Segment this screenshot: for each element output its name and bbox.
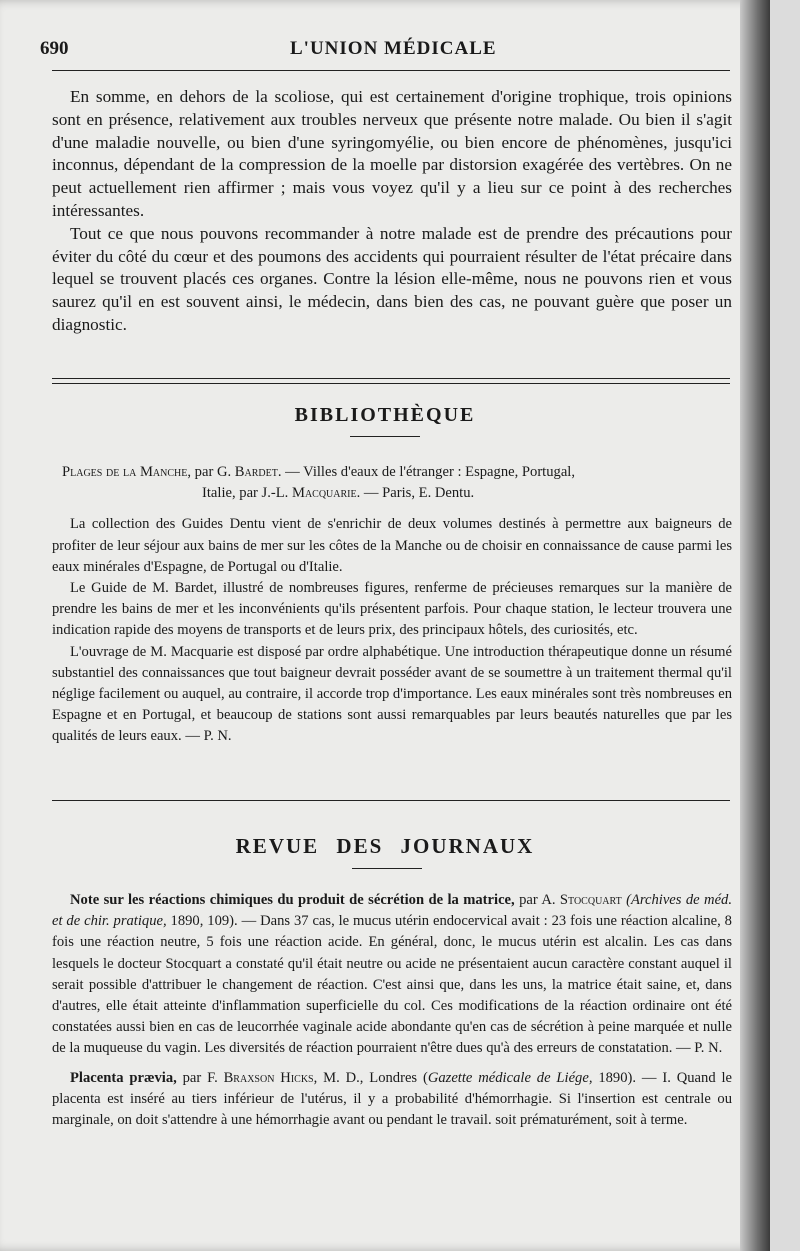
article-by: par A.	[514, 892, 560, 908]
intro-paragraph: Tout ce que nous pouvons recommander à notre malade est de prendre des précautions pour éviter du côté du cœur et des poumons des accidents qui pourraient résulter de l'état précaire dans lequel se trouvent placés ces organes. Contre la lésion elle-même, nous ne pouvons rien et vous saurez qu'il en est souvent ainsi, le médecin, dans bien des cas, ne pouvant guère que poser un diagnostic.	[52, 223, 732, 334]
book-publisher: . — Paris, E. Dentu.	[356, 485, 475, 502]
book-title-rest: . — Villes d'eaux de l'étranger : Espagne, Portugal,	[277, 464, 576, 480]
book-author: Macquarie	[291, 485, 357, 502]
section-title-revue: REVUE DES JOURNAUX	[235, 834, 535, 858]
article-source: (Archives de méd. et de chir. pratique,	[52, 892, 732, 930]
review-paragraph: L'ouvrage de M. Macquarie est disposé par ordre alphabétique. Une introduction thérapeutique donne un résumé substantiel des connaissances que tout baigneur devrait posséder avant de se soumettre à un traitement thermal qu'il néglige facilement ou auquel, au contraire, il accorde trop d'importance. Les eaux minérales sont très nombreuses en Espagne et en Portugal, et beaucoup de stations sont aussi remarquables par leurs beautés naturelles que par les qualités de leurs eaux. — P. N.	[52, 643, 732, 745]
article-author: Stocquart	[559, 892, 622, 908]
article-author: Braxson Hicks	[223, 1069, 314, 1086]
article-title: Placenta prævia,	[70, 1069, 177, 1086]
book-spine-shadow	[740, 0, 770, 1251]
book-author: Bardet	[234, 464, 278, 480]
section-divider	[52, 378, 730, 384]
title-underline	[352, 868, 422, 869]
article-text: I. Quand le placenta est inséré au tiers inférieur de l'utérus, il y a probabilité d'hémorrhagie. Si l'insertion est centrale ou marginale, on doit s'attendre à une hémorrhagie avant ou pendant le travail. soit prématurément, soit à terme.	[52, 1069, 732, 1129]
intro-paragraph: En somme, en dehors de la scoliose, qui est certainement d'origine trophique, trois opinions sont en présence, relativement aux troubles nerveux que présente notre malade. Ou bien il s'agit d'une maladie nouvelle, ou bien d'une syringomyélie, ou bien encore de phénomènes, jusqu'ici inconnus, dépendant de la compression de la moelle par distorsion exagérée des vertèbres. On ne peut actuellement rien affirmer ; mais vous voyez qu'il y a lieu sur ce point à des recherches intéressantes.	[52, 87, 732, 220]
book-line-2: Italie, par J.-L.	[202, 485, 292, 502]
article-source-rest: 1890). —	[592, 1069, 663, 1086]
book-title: Plages de la Manche,	[62, 464, 192, 480]
title-underline	[350, 436, 420, 437]
journal-article	[52, 890, 732, 1060]
revue-text	[52, 890, 732, 1131]
page-header	[40, 38, 740, 64]
journal-article	[52, 1068, 732, 1132]
header-rule	[52, 70, 730, 71]
section-divider	[52, 800, 730, 801]
bibliotheque-text	[52, 462, 732, 748]
book-entry	[52, 462, 732, 504]
book-by: par G.	[191, 464, 235, 480]
review-paragraph: La collection des Guides Dentu vient de s'enrichir de deux volumes destinés à permettre aux baigneurs de profiter de leur séjour aux bains de mer sur les côtes de la Manche ou de choisir en connaissance de cause parmi les eaux minérales d'Espagne, de Portugal ou d'Italie.	[52, 516, 732, 575]
page-number: 690	[40, 38, 69, 59]
intro-text	[52, 86, 732, 337]
article-source: Gazette médicale de Liége,	[427, 1069, 593, 1086]
article-title: Note sur les réactions chimiques du produit de sécrétion de la matrice,	[70, 892, 515, 908]
article-text: Dans 37 cas, le mucus utérin endocervical avait : 23 fois une réaction alcaline, 8 fois une réaction neutre, 5 fois une réaction acide. En général, donc, le mucus utérin est alcalin. Les cas dans lesquels le docteur Stocquart a constaté qu'il était neutre ou acide ne présentaient aucun caractère constant auquel il serait possible d'attribuer le changement de réaction. C'est ainsi que, dans les uns, la matrice était saine, et, dans d'autres, elle était atteinte d'inflammation superficielle du col. Ces modifications de la réaction ordinaire ont été constatées aussi bien en cas de leucorrhée vaginale acide abondante qu'en cas de sécrétion à peine marquée et nulle de la muqueuse du vagin. Les diversités de réaction pourraient n'être dues qu'à des erreurs de constatation. — P. N.	[52, 913, 732, 1057]
running-title: L'UNION MÉDICALE	[290, 38, 497, 59]
article-source-rest: 1890, 109). —	[166, 913, 261, 930]
article-affiliation: , M. D., Londres (	[313, 1069, 428, 1086]
article-by: par F.	[176, 1069, 224, 1086]
section-title-bibliotheque: BIBLIOTHÈQUE	[294, 404, 476, 426]
review-paragraph: Le Guide de M. Bardet, illustré de nombreuses figures, renferme de précieuses remarques sur la manière de prendre les bains de mer et les inconvénients qu'ils présentent parfois. Pour chaque station, le lecteur trouvera une indication rapide des moyens de transports et de leurs prix, des principaux hôtels, des curiosités, etc.	[52, 580, 732, 639]
